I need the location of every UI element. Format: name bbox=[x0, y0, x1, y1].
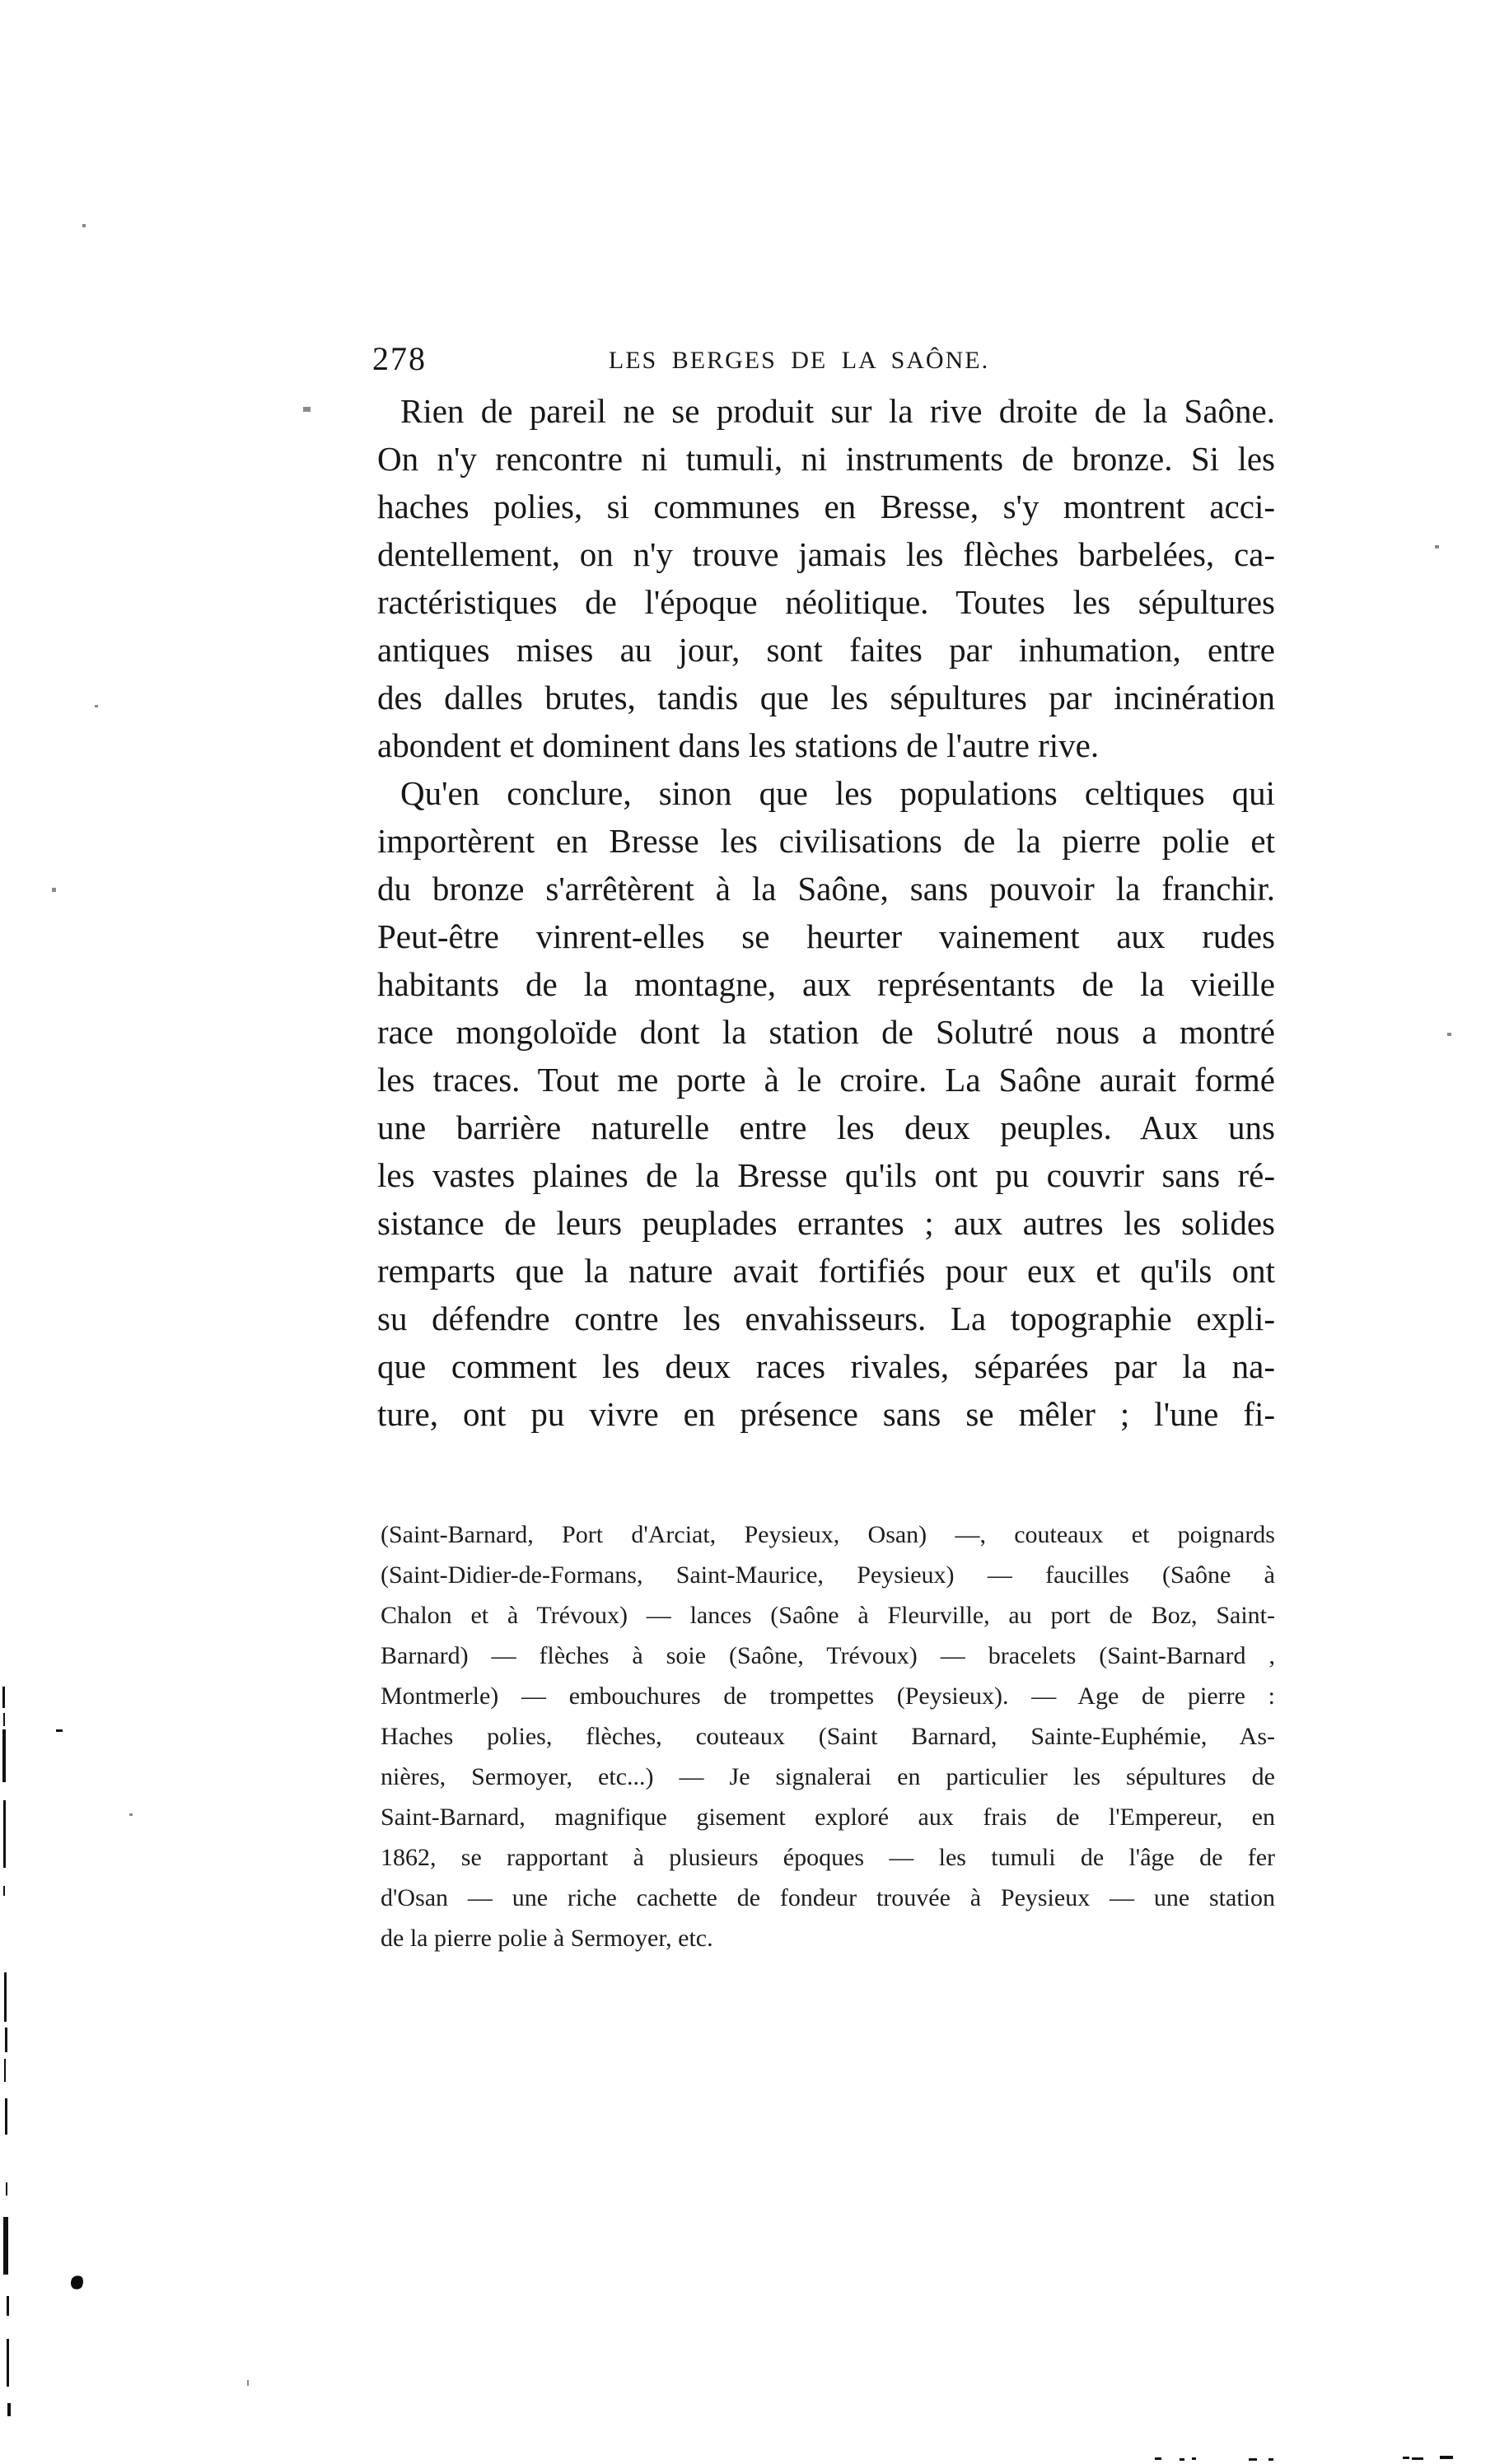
scan-edge-mark bbox=[3, 1713, 5, 1726]
ink-blot bbox=[69, 2274, 86, 2291]
scan-speck bbox=[95, 705, 98, 707]
text-line: (Saint-Didier-de-Formans, Saint-Maurice, Peysieux) — faucilles (Saône à bbox=[381, 1561, 1275, 1589]
scan-edge-mark bbox=[3, 1886, 5, 1896]
scan-edge-dash bbox=[1440, 2456, 1453, 2459]
text-line: Chalon et à Trévoux) — lances (Saône à Fleurville, au port de Boz, Saint- bbox=[381, 1602, 1275, 1629]
text-line: nières, Sermoyer, etc...) — Je signalerai en particulier les sépultures de bbox=[381, 1763, 1275, 1790]
text-line: les vastes plaines de la Bresse qu'ils ont pu couvrir sans ré- bbox=[377, 1156, 1275, 1194]
scan-edge-mark bbox=[7, 2296, 9, 2316]
scan-edge-mark bbox=[4, 2059, 6, 2082]
text-line: sistance de leurs peuplades errantes ; aux autres les solides bbox=[377, 1204, 1275, 1242]
text-line: les traces. Tout me porte à le croire. La Saône aurait formé bbox=[377, 1061, 1275, 1099]
scan-edge-dash bbox=[1268, 2458, 1273, 2461]
text-line: ractéristiques de l'époque néolitique. Toutes les sépultures bbox=[377, 583, 1275, 621]
paragraph-2 bbox=[377, 769, 1275, 1438]
text-line: Barnard) — flèches à soie (Saône, Trévoux) — bracelets (Saint-Barnard , bbox=[381, 1642, 1275, 1669]
text-line: antiques mises au jour, sont faites par inhumation, entre bbox=[377, 631, 1275, 669]
text-line: race mongoloïde dont la station de Solutré nous a montré bbox=[377, 1013, 1275, 1051]
text-line: d'Osan — une riche cachette de fondeur trouvée à Peysieux — une station bbox=[381, 1884, 1275, 1911]
body-text bbox=[377, 387, 1275, 1438]
footnote-text bbox=[381, 1514, 1275, 1958]
scan-edge-mark bbox=[5, 2028, 7, 2052]
text-line: abondent et dominent dans les stations de l'autre rive. bbox=[377, 726, 1100, 764]
text-line: 1862, se rapportant à plusieurs époques — les tumuli de l'âge de fer bbox=[381, 1844, 1275, 1871]
scan-edge-dash bbox=[1249, 2458, 1257, 2461]
text-line: Saint-Barnard, magnifique gisement exploré aux frais de l'Empereur, en bbox=[381, 1804, 1275, 1831]
scan-speck bbox=[303, 407, 311, 412]
scan-edge-mark bbox=[4, 1972, 7, 2022]
scan-edge-mark bbox=[6, 2182, 7, 2196]
scan-edge-dash bbox=[1180, 2458, 1184, 2461]
scan-speck bbox=[56, 1729, 63, 1732]
scan-speck bbox=[52, 888, 56, 892]
text-line: ture, ont pu vivre en présence sans se mêler ; l'une fi- bbox=[377, 1395, 1275, 1433]
text-line: que comment les deux races rivales, séparées par la na- bbox=[377, 1347, 1275, 1385]
scan-speck bbox=[82, 224, 86, 227]
text-line: (Saint-Barnard, Port d'Arciat, Peysieux, Osan) —, couteaux et poignards bbox=[381, 1521, 1275, 1548]
text-line: haches polies, si communes en Bresse, s'y montrent acci- bbox=[377, 488, 1275, 525]
running-title: LES BERGES DE LA SAÔNE. bbox=[608, 347, 990, 374]
scan-edge-mark bbox=[5, 2098, 7, 2135]
paragraph-1 bbox=[377, 387, 1275, 769]
text-line: des dalles brutes, tandis que les sépultures par incinération bbox=[377, 679, 1275, 716]
scan-speck bbox=[1435, 545, 1439, 548]
text-line: remparts que la nature avait fortifiés pour eux et qu'ils ont bbox=[377, 1252, 1275, 1290]
text-line: On n'y rencontre ni tumuli, ni instruments de bronze. Si les bbox=[377, 440, 1275, 478]
scan-edge-dash bbox=[1155, 2457, 1161, 2460]
text-line: de la pierre polie à Sermoyer, etc. bbox=[381, 1925, 713, 1952]
scan-edge-dash bbox=[1412, 2457, 1423, 2460]
scan-edge-mark bbox=[2, 1729, 6, 1782]
text-line: Montmerle) — embouchures de trompettes (Peysieux). — Age de pierre : bbox=[381, 1682, 1275, 1710]
scan-speck bbox=[247, 2380, 249, 2386]
scan-edge-mark bbox=[7, 2403, 11, 2416]
scan-speck bbox=[1447, 1033, 1451, 1036]
text-line: Qu'en conclure, sinon que les populations celtiques qui bbox=[400, 774, 1275, 812]
scan-edge-dash bbox=[1192, 2457, 1196, 2460]
scan-edge-dash bbox=[1403, 2457, 1409, 2459]
text-line: Haches polies, flèches, couteaux (Saint Barnard, Sainte-Euphémie, As- bbox=[381, 1723, 1275, 1750]
scan-edge-mark bbox=[2, 1687, 5, 1708]
text-line: une barrière naturelle entre les deux peuples. Aux uns bbox=[377, 1108, 1275, 1146]
scan-edge-mark bbox=[7, 2339, 9, 2387]
scan-edge-mark bbox=[3, 2217, 8, 2275]
scan-speck bbox=[129, 1813, 133, 1816]
text-line: habitants de la montagne, aux représentants de la vieille bbox=[377, 965, 1275, 1003]
scan-edge-mark bbox=[3, 1800, 6, 1868]
text-line: importèrent en Bresse les civilisations de la pierre polie et bbox=[377, 822, 1275, 860]
text-line: dentellement, on n'y trouve jamais les flèches barbelées, ca- bbox=[377, 535, 1275, 573]
text-line: Peut-être vinrent-elles se heurter vainement aux rudes bbox=[377, 917, 1275, 955]
page-number: 278 bbox=[372, 340, 427, 377]
text-line: Rien de pareil ne se produit sur la rive droite de la Saône. bbox=[400, 392, 1275, 430]
text-line: su défendre contre les envahisseurs. La topographie expli- bbox=[377, 1300, 1275, 1337]
text-line: du bronze s'arrêtèrent à la Saône, sans pouvoir la franchir. bbox=[377, 870, 1275, 908]
